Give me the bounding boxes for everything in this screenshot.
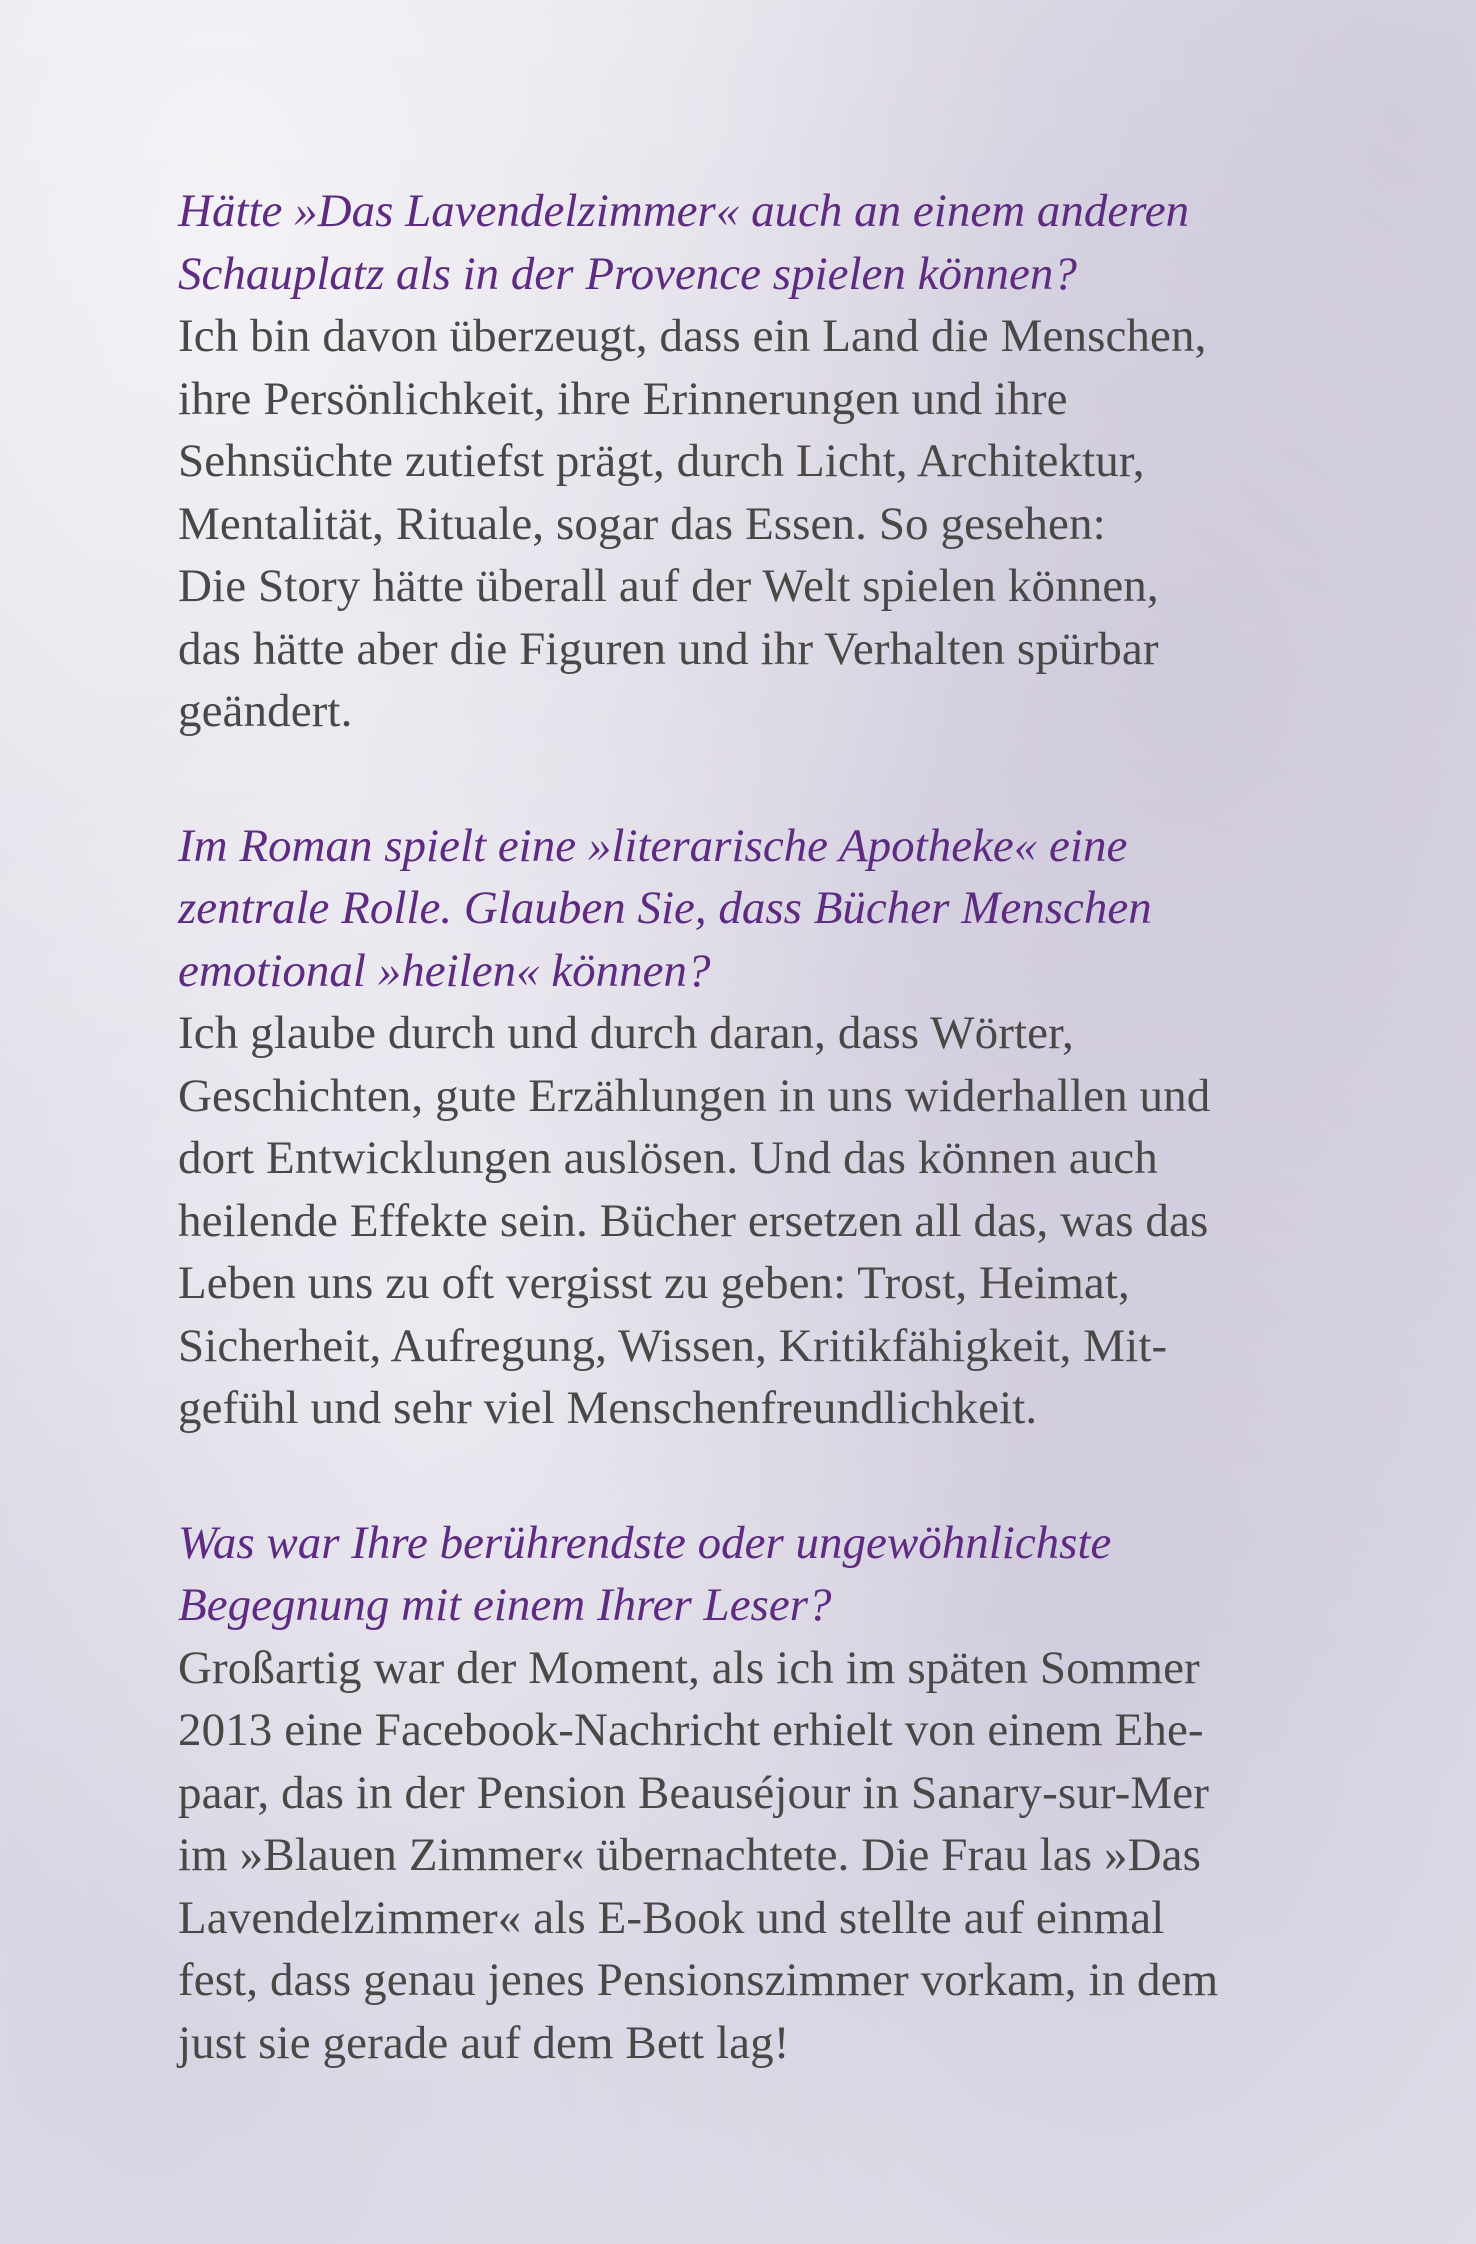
answer-paragraph: Großartig war der Moment, als ich im späten Sommer 2013 eine Facebook-Nachricht erhielt von einem Ehe- paar, das in der Pension Beauséjour in Sanary-sur-Mer im »Blauen Zimmer« übernachtete. Die Frau las »Das Lavendelzimmer« als E-Book und stellte auf einmal fest, dass genau jenes Pensionszimmer vorkam, in dem just sie gerade auf dem Bett lag!: [178, 1641, 1219, 2069]
question-heading: Im Roman spielt eine »literarische Apotheke« eine zentrale Rolle. Glauben Sie, dass Bücher Menschen emotional »heilen« können?: [178, 819, 1152, 997]
question-heading: Hätte »Das Lavendelzimmer« auch an einem anderen Schauplatz als in der Provence spielen können?: [178, 185, 1190, 300]
qa-section-1: [178, 180, 1338, 743]
qa-section-2: [178, 815, 1338, 1440]
interview-page: [178, 180, 1338, 2146]
question-heading: Was war Ihre berührendste oder ungewöhnlichste Begegnung mit einem Ihrer Leser?: [178, 1516, 1112, 1631]
answer-paragraph: Ich glaube durch und durch daran, dass Wörter, Geschichten, gute Erzählungen in uns widerhallen und dort Entwicklungen auslösen. Und das können auch heilende Effekte sein. Bücher ersetzen all das, was das Leben uns zu oft vergisst zu geben: Trost, Heimat, Sicherheit, Aufregung, Wissen, Kritikfähigkeit, Mit- gefühl und sehr viel Menschenfreundlichkeit.: [178, 1007, 1211, 1434]
qa-section-3: [178, 1512, 1338, 2075]
answer-paragraph: Ich bin davon überzeugt, dass ein Land die Menschen, ihre Persönlichkeit, ihre Erinnerungen und ihre Sehnsüchte zutiefst prägt, durch Licht, Architektur, Mentalität, Rituale, sogar das Essen. So gesehen: Die Story hätte überall auf der Welt spielen können, das hätte aber die Figuren und ihr Verhalten spürbar geändert.: [178, 310, 1207, 737]
